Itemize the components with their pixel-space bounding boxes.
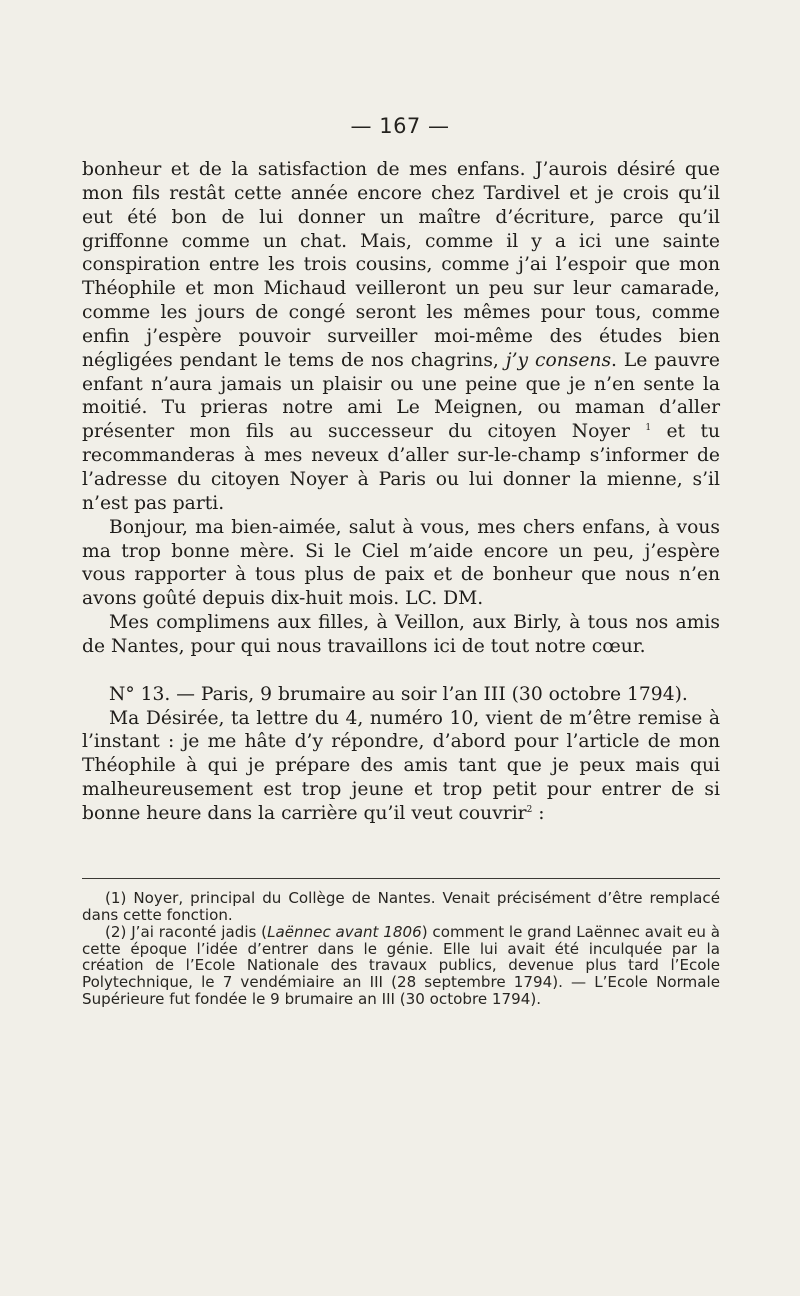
paragraph-continuation — [82, 158, 720, 516]
paragraph-closing: Bonjour, ma bien-aimée, salut à vous, mes chers enfans, à vous ma trop bonne mère. Si le Ciel m’aide encore un peu, j’espère vous rapporter à tous plus de paix et de bonheur que nous n’en avons goûté depuis dix-huit mois. LC. DM. — [82, 516, 720, 610]
paragraph-text: . Le pauvre enfant n’aura jamais un plaisir ou une peine que je n’en sente la moitié. Tu prieras notre ami Le Meignen, ou maman d’aller présenter mon fils au successeur du citoyen Noyer — [82, 349, 720, 443]
footnotes — [82, 890, 720, 1008]
page-number: — 167 — — [350, 114, 450, 138]
footnote-1 — [82, 890, 720, 924]
paragraph-new-letter — [82, 707, 720, 826]
footnote-reference: 1 — [645, 423, 652, 434]
footnote-text: Noyer, principal du Collège de Nantes. Venait précisément d’être remplacé dans cette fonction. — [82, 889, 720, 924]
paragraph-compliments: Mes complimens aux filles, à Veillon, aux Birly, à tous nos amis de Nantes, pour qui nous travaillons ici de tout notre cœur. — [82, 612, 720, 657]
footnote-label: (2) — [105, 922, 127, 941]
paragraph-text: et tu recommanderas à mes neveux d’aller sur-le-champ s’informer de l’adresse du citoyen Noyer à Paris ou lui donner la mienne, s’il n’est pas parti. — [82, 421, 720, 514]
paragraph-text: bonheur et de la satisfaction de mes enfans. J’aurois désiré que mon fils restât cette année encore chez Tardivel et je crois qu’il eut été bon de lui donner un maître d’écriture, parce qu’il griffonne comme un chat. Mais, comme il y a ici une sainte conspiration entre les trois cousins, comme j’ai l’espoir que mon Théophile et mon Michaud veilleront un peu sur leur camarade, comme les jours de congé seront les mêmes pour tous, comme enfin j’espère pouvoir surveiller moi-même des études bien négligées pendant le tems de nos chagrins, — [82, 159, 720, 371]
footnote-italic-title: Laënnec avant 1806 — [267, 922, 422, 941]
footnote-reference: 2 — [526, 804, 533, 815]
italic-phrase: j’y consens — [505, 349, 612, 371]
footnote-text: ) comment le grand Laënnec avait eu à cette époque l’idée d’entrer dans le génie. Elle lui avait été inculquée par la création de l’Ecole Nationale des travaux publics, devenue plus tard l’Ecole Polytechnique, le 7 vendémiaire an III (28 septembre 1794). — L’Ecole Normale Supérieure fut fondée le 9 brumaire an III (30 octobre 1794). — [82, 922, 720, 1009]
footnote-text: J’ai raconté jadis ( — [126, 922, 268, 941]
paragraph-text: Ma Désirée, ta lettre du 4, numéro 10, vient de m’être remise à l’instant : je me hâte d’y répondre, d’abord pour l’article de mon Théophile à qui je prépare des amis tant que je peux mais qui malheureusement est trop jeune et trop petit pour entrer de si bonne heure dans la carrière qu’il veut couvrir — [82, 707, 720, 824]
footnote-divider — [82, 878, 720, 879]
letter-heading: N° 13. — Paris, 9 brumaire au soir l’an III (30 octobre 1794). — [109, 683, 688, 705]
footnote-2 — [82, 924, 720, 1008]
footnote-label: (1) — [105, 889, 127, 907]
letter-body — [82, 158, 720, 826]
paragraph-text: : — [532, 802, 545, 824]
